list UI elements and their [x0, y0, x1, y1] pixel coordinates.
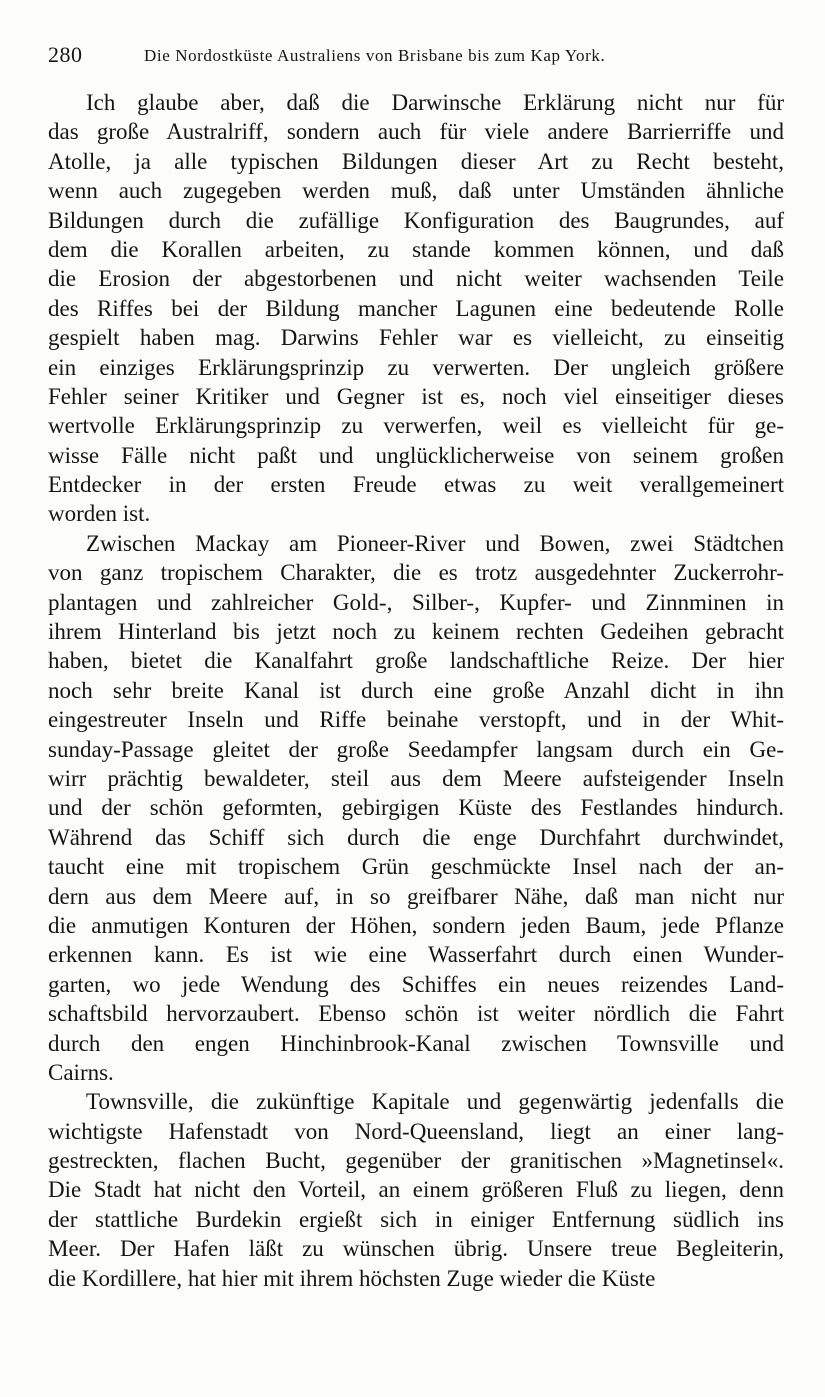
text-line: haben, bietet die Kanalfahrt große landschaftliche Reize. Der hier [48, 648, 784, 674]
text-line: Ich glaube aber, daß die Darwinsche Erklärung nicht nur für [86, 90, 784, 115]
text-line: ihrem Hinterland bis jetzt noch zu keinem rechten Gedeihen gebracht [48, 619, 784, 645]
text-line: gespielt haben mag. Darwins Fehler war es vielleicht, zu einseitig [48, 325, 784, 351]
text-line: wisse Fälle nicht paßt und unglücklicherweise von seinem großen [48, 442, 784, 468]
text-line: Bildungen durch die zufällige Konfiguration des Baugrundes, auf [48, 207, 784, 233]
page-header [48, 42, 788, 68]
text-line: Atolle, ja alle typischen Bildungen dieser Art zu Recht besteht, [48, 148, 784, 174]
text-line: garten, wo jede Wendung des Schiffes ein neues reizendes Land- [48, 971, 784, 997]
text-line: worden ist. [48, 501, 151, 527]
text-line: noch sehr breite Kanal ist durch eine große Anzahl dicht in ihn [48, 677, 784, 703]
text-line: wenn auch zugegeben werden muß, daß unter Umständen ähnliche [48, 178, 784, 204]
text-line: Fehler seiner Kritiker und Gegner ist es, noch viel einseitiger dieses [48, 383, 784, 409]
body-text [48, 88, 784, 1293]
paragraph [48, 88, 784, 529]
text-line: die Kordillere, hat hier mit ihrem höchsten Zuge wieder die Küste [48, 1265, 656, 1291]
text-line: schaftsbild hervorzaubert. Ebenso schön ist weiter nördlich die Fahrt [48, 1001, 784, 1027]
paragraph [48, 1087, 784, 1293]
text-line: eingestreuter Inseln und Riffe beinahe verstopft, und in der Whit- [48, 707, 784, 733]
text-line: durch den engen Hinchinbrook-Kanal zwischen Townsville und [48, 1030, 784, 1056]
text-line: die Erosion der abgestorbenen und nicht weiter wachsenden Teile [48, 266, 784, 292]
text-line: erkennen kann. Es ist wie eine Wasserfahrt durch einen Wunder- [48, 942, 784, 968]
text-line: und der schön geformten, gebirgigen Küste des Festlandes hindurch. [48, 795, 784, 821]
text-line: gestreckten, flachen Bucht, gegenüber der granitischen »Magnetinsel«. [48, 1148, 784, 1174]
text-line: Meer. Der Hafen läßt zu wünschen übrig. Unsere treue Begleiterin, [48, 1236, 784, 1262]
text-line: taucht eine mit tropischem Grün geschmückte Insel nach der an- [48, 854, 784, 880]
text-line: Zwischen Mackay am Pioneer-River und Bowen, zwei Städtchen [86, 530, 784, 556]
text-line: dern aus dem Meere auf, in so greifbarer Nähe, daß man nicht nur [48, 883, 784, 909]
running-title: Die Nordostküste Australiens von Brisbane bis zum Kap York. [144, 46, 606, 65]
text-line: dem die Korallen arbeiten, zu stande kommen können, und daß [48, 236, 784, 262]
text-line: Während das Schiff sich durch die enge Durchfahrt durchwindet, [48, 824, 784, 850]
text-line: Cairns. [48, 1059, 114, 1085]
page-number: 280 [48, 42, 83, 67]
text-line: wichtigste Hafenstadt von Nord-Queensland, liegt an einer lang- [48, 1118, 784, 1144]
text-line: plantagen und zahlreicher Gold-, Silber-, Kupfer- und Zinnminen in [48, 589, 784, 615]
paragraph [48, 529, 784, 1087]
text-line: der stattliche Burdekin ergießt sich in einiger Entfernung südlich ins [48, 1206, 784, 1232]
text-line: das große Australriff, sondern auch für viele andere Barrierriffe und [48, 119, 784, 145]
text-line: Die Stadt hat nicht den Vorteil, an einem größeren Fluß zu liegen, denn [48, 1177, 784, 1203]
text-line: des Riffes bei der Bildung mancher Lagunen eine bedeutende Rolle [48, 295, 784, 321]
text-line: Entdecker in der ersten Freude etwas zu weit verallgemeinert [48, 472, 784, 498]
text-line: ein einziges Erklärungsprinzip zu verwerten. Der ungleich größere [48, 354, 784, 380]
text-line: wertvolle Erklärungsprinzip zu verwerfen, weil es vielleicht für ge- [48, 413, 784, 439]
text-line: die anmutigen Konturen der Höhen, sondern jeden Baum, jede Pflanze [48, 912, 784, 938]
text-line: sunday-Passage gleitet der große Seedampfer langsam durch ein Ge- [48, 736, 784, 762]
text-line: von ganz tropischem Charakter, die es trotz ausgedehnter Zuckerrohr- [48, 560, 784, 586]
text-line: wirr prächtig bewaldeter, steil aus dem Meere aufsteigender Inseln [48, 765, 784, 791]
text-line: Townsville, die zukünftige Kapitale und gegenwärtig jedenfalls die [86, 1089, 784, 1115]
